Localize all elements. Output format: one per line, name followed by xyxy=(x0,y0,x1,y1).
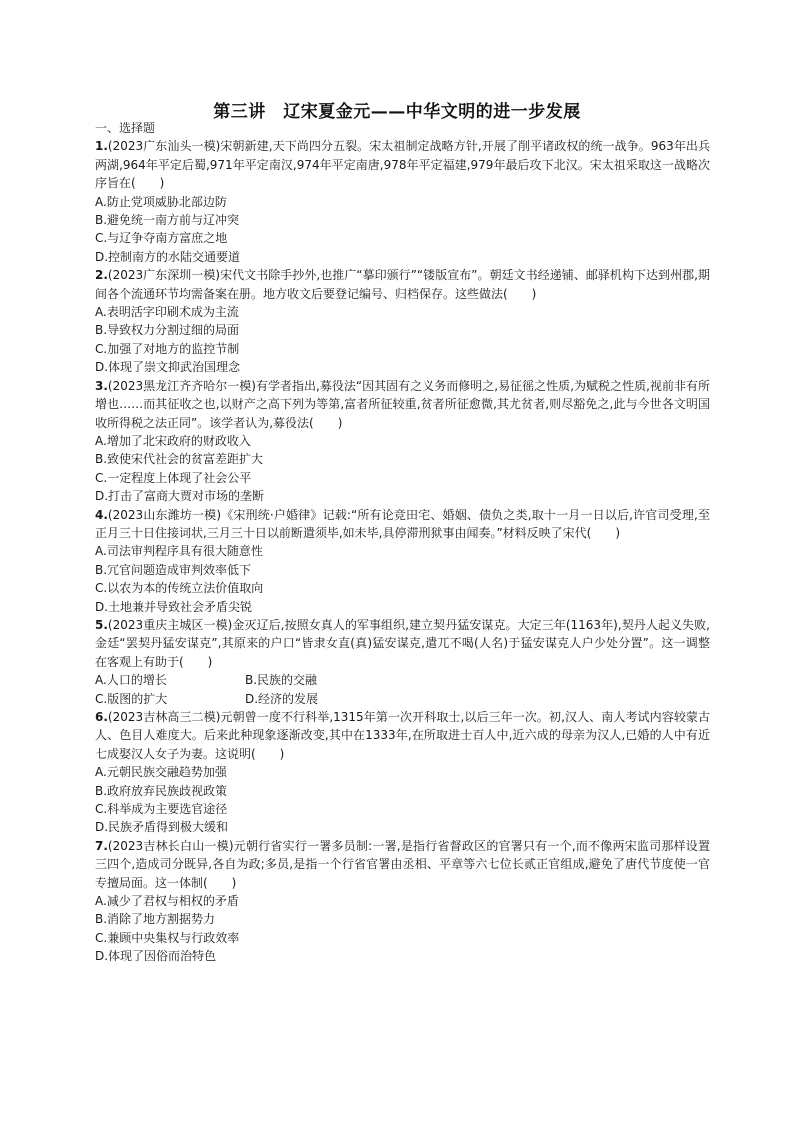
section-heading: 一、选择题 xyxy=(95,121,156,135)
question-stem xyxy=(95,137,710,192)
question-number: 3. xyxy=(95,378,108,393)
option-c: C.版图的扩大 xyxy=(95,691,168,706)
option-a: A.司法审判程序具有很大随意性 xyxy=(95,544,263,559)
option-d: D.民族矛盾得到极大缓和 xyxy=(95,820,229,835)
option-d: D.体现了因俗而治特色 xyxy=(95,949,217,964)
question-stem xyxy=(95,266,710,303)
option-a: A.表明活字印刷术成为主流 xyxy=(95,305,239,320)
question-number: 1. xyxy=(95,139,108,154)
question-text: (2023黑龙江齐齐哈尔一模)有学者指出,募役法“因其固有之义务而修明之,易征徭之性质,为赋税之性质,视前非有所增也……而其征收之也,以财产之高下列为等第,富者所征较重,贫者所征愈微,其尤贫者,则尽豁免之,此与今世各文明国收所得税之法正同”。该学者认为,募役法( ) xyxy=(95,378,710,430)
option-a: A.增加了北宋政府的财政收入 xyxy=(95,433,251,448)
question-1 xyxy=(95,137,710,266)
option-b: B.导致权力分割过细的局面 xyxy=(95,323,240,338)
question-text: (2023重庆主城区一模)金灭辽后,按照女真人的军事组织,建立契丹猛安谋克。大定三年(1163年),契丹人起义失败,金廷“罢契丹猛安谋克”,其原来的户口“皆隶女直(真)猛安谋克,遣兀不喝(人名)于猛安谋克人户少处分置”。这一调整在客观上有助于( ) xyxy=(95,617,710,669)
option-b: B.消除了地方割据势力 xyxy=(95,912,216,927)
option-b: B.避免统一南方前与辽冲突 xyxy=(95,213,240,228)
question-3 xyxy=(95,377,710,506)
option-row xyxy=(95,671,710,689)
option-a: A.元朝民族交融趋势加强 xyxy=(95,765,227,780)
question-stem xyxy=(95,616,710,671)
option-c: C.兼顾中央集权与行政效率 xyxy=(95,930,240,945)
option-a: A.防止党项威胁北部边防 xyxy=(95,194,227,209)
question-stem xyxy=(95,708,710,763)
question-5 xyxy=(95,616,710,708)
document-content xyxy=(95,119,710,966)
question-number: 4. xyxy=(95,507,108,522)
question-number: 2. xyxy=(95,268,108,283)
question-text: (2023吉林高三二模)元朝曾一度不行科举,1315年第一次开科取士,以后三年一次。初,汉人、南人考试内容较蒙古人、色目人难度大。后来此种现象逐渐改变,其中在1333年,在所取进士百人中,近六成的母亲为汉人,已婚的人中有近七成娶汉人女子为妻。这说明( ) xyxy=(95,710,710,761)
option-d: D.体现了崇文抑武治国理念 xyxy=(95,360,241,375)
option-d: D.经济的发展 xyxy=(245,691,319,706)
option-d: D.土地兼并导致社会矛盾尖锐 xyxy=(95,599,253,614)
option-d: D.控制南方的水陆交通要道 xyxy=(95,249,241,264)
option-row xyxy=(95,690,710,708)
question-7 xyxy=(95,837,710,966)
question-stem xyxy=(95,506,710,543)
option-c: C.一定程度上体现了社会公平 xyxy=(95,470,252,485)
option-c: C.以农为本的传统立法价值取向 xyxy=(95,581,264,596)
option-b: B.政府放弃民族歧视政策 xyxy=(95,783,228,798)
option-b: B.冗官问题造成审判效率低下 xyxy=(95,562,252,577)
option-c: C.科举成为主要选官途径 xyxy=(95,802,228,817)
option-b: B.民族的交融 xyxy=(245,673,318,688)
question-number: 7. xyxy=(95,838,108,853)
question-text: (2023广东深圳一模)宋代文书除手抄外,也推广“摹印颁行”“镂版宣布”。朝廷文书经递铺、邮驿机构下达到州郡,期间各个流通环节均需备案在册。地方收文后要登记编号、归档保存。这些做法( ) xyxy=(95,268,710,301)
question-4 xyxy=(95,506,710,616)
option-a: A.减少了君权与相权的矛盾 xyxy=(95,894,239,909)
question-6 xyxy=(95,708,710,837)
option-c: C.与辽争夺南方富庶之地 xyxy=(95,231,228,246)
option-a: A.人口的增长 xyxy=(95,673,167,688)
option-c: C.加强了对地方的监控节制 xyxy=(95,341,240,356)
question-number: 6. xyxy=(95,710,108,724)
document-title: 第三讲 辽宋夏金元——中华文明的进一步发展 xyxy=(213,102,581,122)
question-stem xyxy=(95,837,710,892)
question-2 xyxy=(95,266,710,376)
option-d: D.打击了富商大贾对市场的垄断 xyxy=(95,489,265,504)
option-b: B.致使宋代社会的贫富差距扩大 xyxy=(95,452,264,467)
question-text: (2023广东汕头一模)宋朝新建,天下尚四分五裂。宋太祖制定战略方针,开展了削平诸政权的统一战争。963年出兵两湖,964年平定后蜀,971年平定南汉,974年平定南唐,978年平定福建,979年最后攻下北汉。宋太祖采取这一战略次序旨在( ) xyxy=(95,139,710,191)
question-stem xyxy=(95,377,710,432)
question-number: 5. xyxy=(95,617,108,632)
question-text: (2023吉林长白山一模)元朝行省实行一署多员制:一署,是指行省督政区的官署只有一个,而不像两宋监司那样设置三四个,造成司分既异,各自为政;多员,是指一个行省官署由丞相、平章等六七位长贰正官组成,避免了唐代节度使一官专擅局面。这一体制( ) xyxy=(95,838,710,890)
question-text: (2023山东潍坊一模)《宋刑统·户婚律》记载:“所有论竞田宅、婚姻、债负之类,取十一月一日以后,许官司受理,至正月三十日住接词状,三月三十日以前断遣须毕,如未毕,具停滞刑狱事由闻奏。”材料反映了宋代( ) xyxy=(95,507,710,540)
